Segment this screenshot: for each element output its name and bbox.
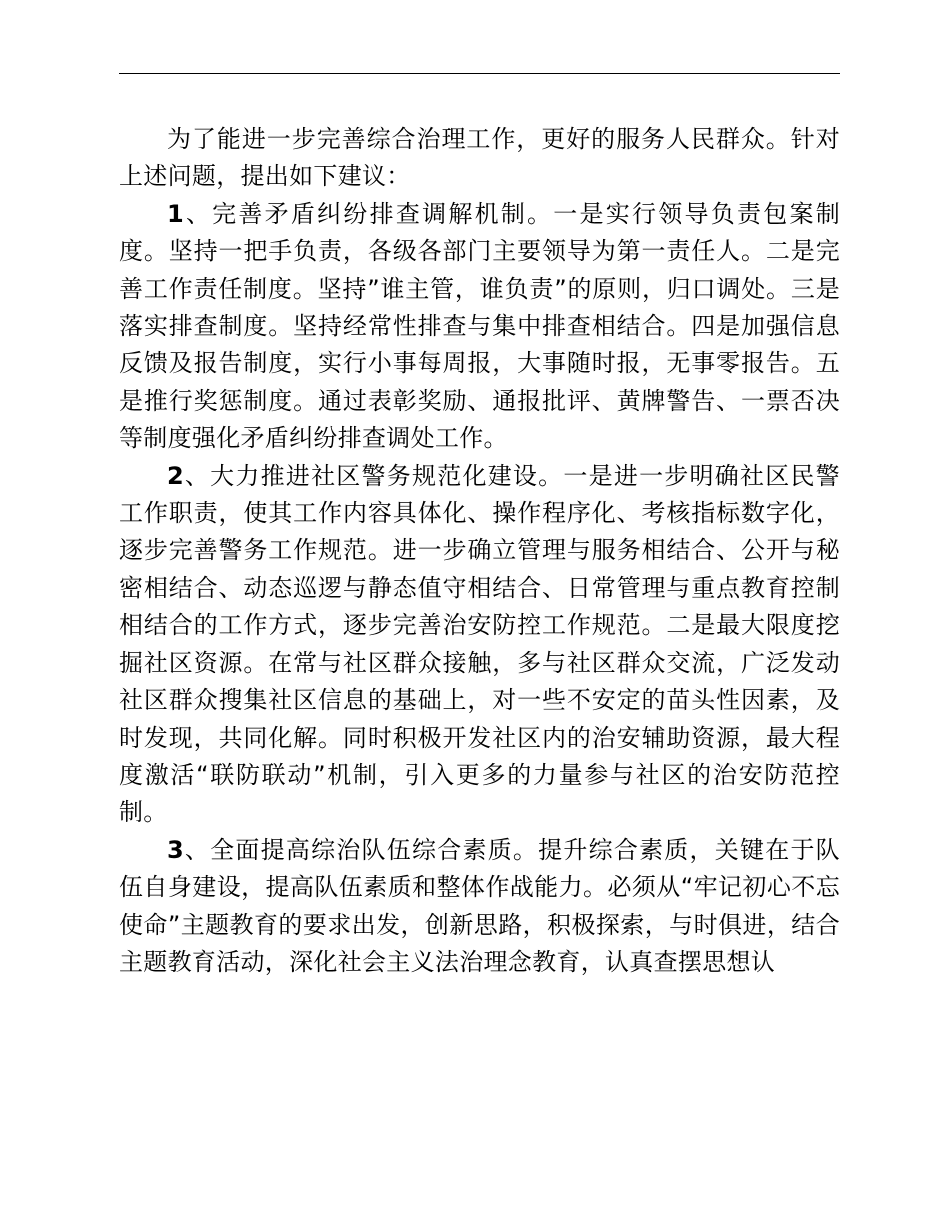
document-body [119, 121, 840, 981]
suggestion-number: 3 [167, 835, 184, 864]
paragraph-text: 、完善矛盾纠纷排查调解机制。一是实行领导负责包案制度。坚持一把手负责，各级各部门主要领导为第一责任人。二是完善工作责任制度。坚持”谁主管，谁负责”的原则，归口调处。三是落实排查制度。坚持经常性排查与集中排查相结合。四是加强信息反馈及报告制度，实行小事每周报，大事随时报，无事零报告。五是推行奖惩制度。通过表彰奖励、通报批评、黄牌警告、一票否决等制度强化矛盾纠纷排查调处工作。 [119, 199, 840, 453]
suggestion-number: 1 [167, 199, 184, 228]
paragraph-text: 、全面提高综治队伍综合素质。提升综合素质，关键在于队伍自身建设，提高队伍素质和整体作战能力。必须从“牢记初心不忘使命”主题教育的要求出发，创新思路，积极探索，与时俱进，结合主题教育活动，深化社会主义法治理念教育，认真查摆思想认 [119, 835, 840, 976]
paragraph-text: 为了能进一步完善综合治理工作，更好的服务人民群众。针对上述问题，提出如下建议： [119, 125, 840, 191]
suggestion-number: 2 [167, 461, 184, 490]
paragraph-text: 、大力推进社区警务规范化建设。一是进一步明确社区民警工作职责，使其工作内容具体化、操作程序化、考核指标数字化，逐步完善警务工作规范。进一步确立管理与服务相结合、公开与秘密相结合、动态巡逻与静态值守相结合、日常管理与重点教育控制相结合的工作方式，逐步完善治安防控工作规范。二是最大限度挖掘社区资源。在常与社区群众接触，多与社区群众交流，广泛发动社区群众搜集社区信息的基础上，对一些不安定的苗头性因素，及时发现，共同化解。同时积极开发社区内的治安辅助资源，最大程度激活“联防联动”机制，引入更多的力量参与社区的治安防范控制。 [119, 461, 840, 827]
header-rule [119, 73, 840, 74]
paragraph-intro [119, 121, 840, 196]
paragraph-suggestion-1 [119, 196, 840, 458]
paragraph-suggestion-3 [119, 832, 840, 982]
paragraph-suggestion-2 [119, 458, 840, 832]
